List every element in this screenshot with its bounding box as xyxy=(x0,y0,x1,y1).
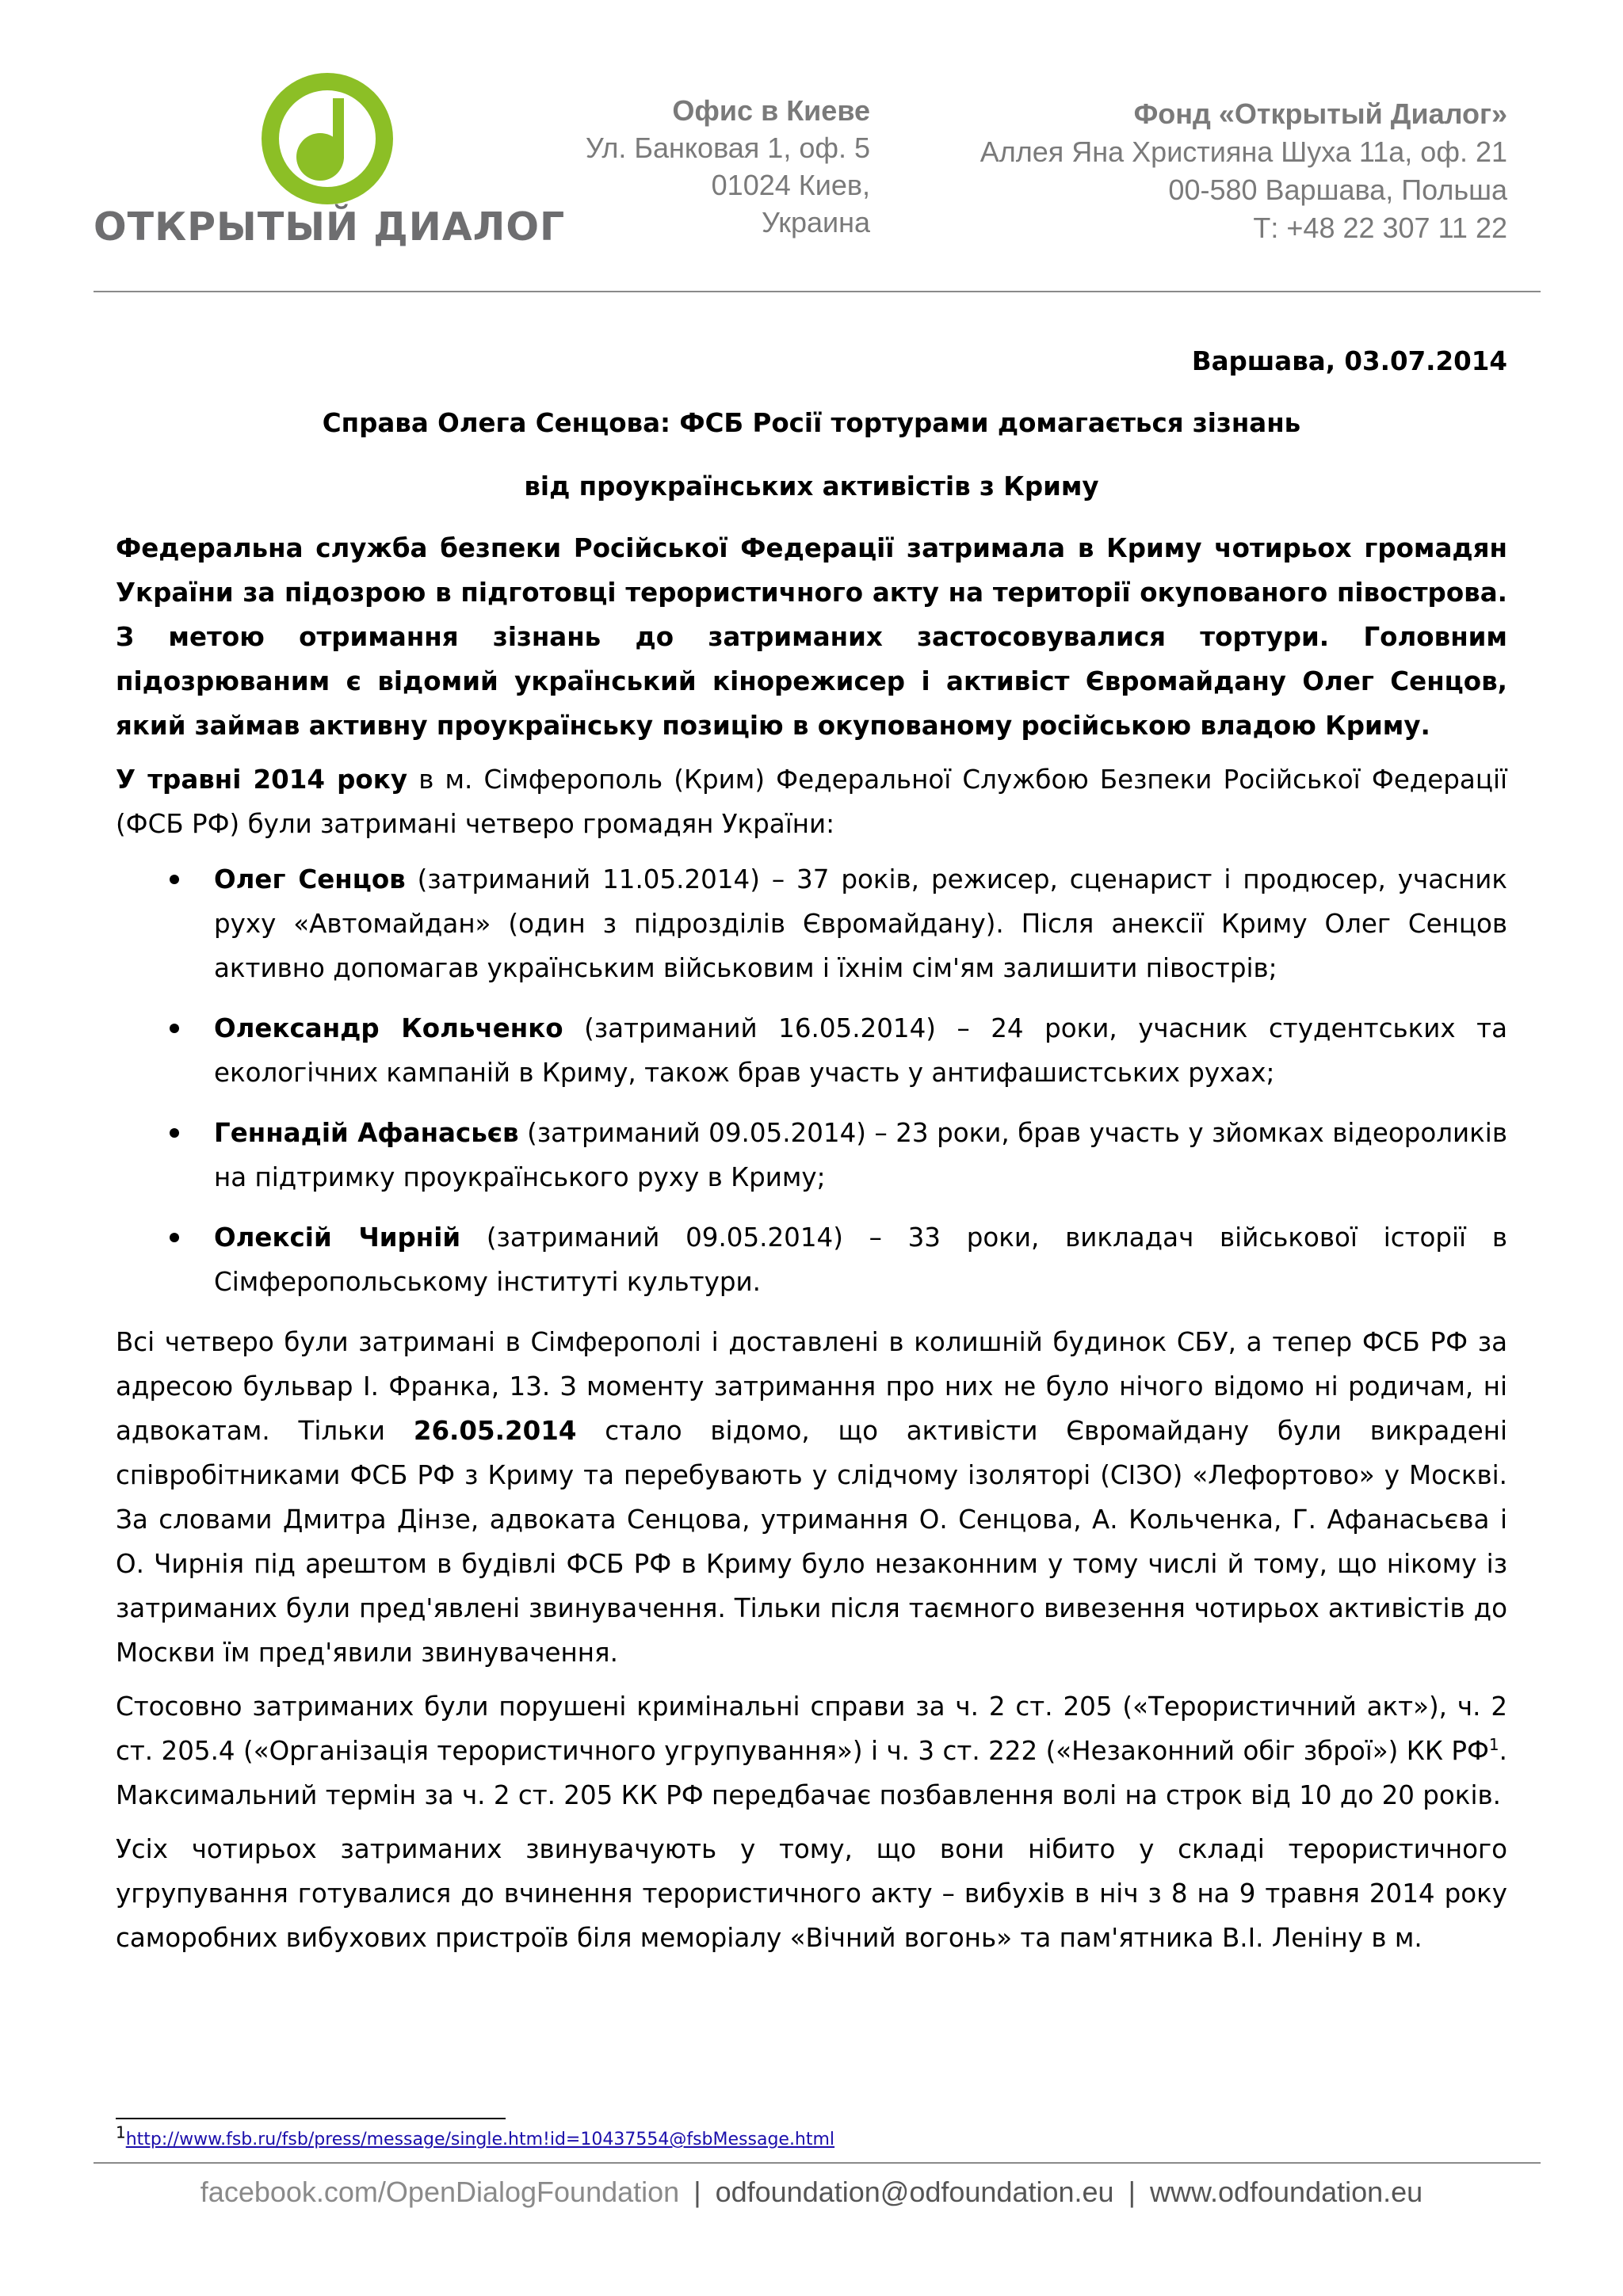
footnote xyxy=(116,2122,835,2149)
person-details: (затриманий 16.05.2014) – 24 роки, учасник студентських та екологічних кампаній в Криму, також брав участь у антифашистських рухах; xyxy=(214,1013,1507,1088)
logo xyxy=(94,71,566,261)
person-name: Олексій Чирній xyxy=(214,1222,461,1253)
paragraph-charges xyxy=(116,1684,1507,1817)
person-details: (затриманий 11.05.2014) – 37 років, режисер, сценарист і продюсер, учасник руху «Автомайдан» (один з підрозділів Євромайдану). Після анексії Криму Олег Сенцов активно допомагав українським військовим і їхнім сім'ям залишити півострів; xyxy=(214,864,1507,983)
footer-separator: | xyxy=(1128,2176,1136,2208)
paragraph-accusation: Усіх чотирьох затриманих звинувачують у тому, що вони нібито у складі терористичного угрупування готувалися до вчинення терористичного акту – вибухів в ніч з 8 на 9 травня 2014 року саморобних вибухових пристроїв біля меморіалу «Вічний вогонь» та пам'ятника В.І. Леніну в м. xyxy=(116,1834,1507,1953)
person-name: Олександр Кольченко xyxy=(214,1013,563,1043)
person-details: (затриманий 09.05.2014) – 23 роки, брав участь у зйомках відеороликів на підтримку проукраїнського руху в Криму; xyxy=(214,1118,1507,1192)
fund-address xyxy=(980,95,1507,247)
list-item xyxy=(214,1215,1507,1304)
person-name: Олег Сенцов xyxy=(214,864,406,894)
footer-separator: | xyxy=(693,2176,701,2208)
document-body xyxy=(116,339,1507,1970)
fund-title: Фонд «Открытый Диалог» xyxy=(1133,97,1507,130)
lead-paragraph: Федеральна служба безпеки Російської Федерації затримала в Криму чотирьох громадян України за підозрою в підготовці терористичного акту на території окупованого півострова. З метою отримання зізнань до затриманих застосовувалися тортури. Головним підозрюваним є відомий український кінорежисер і активіст Євромайдану Олег Сенцов, який займав активну проукраїнську позицію в окупованому російською владою Криму. xyxy=(116,533,1507,741)
person-details: (затриманий 09.05.2014) – 33 роки, викладач військової історії в Сімферопольському інституті культури. xyxy=(214,1222,1507,1297)
paragraph-detention xyxy=(116,1320,1507,1675)
footnote-ref[interactable]: 1 xyxy=(1488,1735,1499,1755)
office-line: Ул. Банковая 1, оф. 5 xyxy=(585,132,870,164)
paragraph-bold-date: 26.05.2014 xyxy=(413,1416,577,1446)
fund-line: 00-580 Варшава, Польша xyxy=(1168,174,1507,206)
list-item xyxy=(214,1006,1507,1095)
paragraph-text: . Максимальний термін за ч. 2 ст. 205 КК РФ передбачає позбавлення волі на строк від 10 до 20 років. xyxy=(116,1736,1507,1810)
person-name: Геннадій Афанасьєв xyxy=(214,1118,519,1148)
footnote-number: 1 xyxy=(116,2122,126,2142)
document-date: Варшава, 03.07.2014 xyxy=(1191,346,1507,376)
fund-line: Аллея Яна Християна Шуха 11а, оф. 21 xyxy=(980,135,1507,168)
intro-paragraph xyxy=(116,757,1507,846)
paragraph-text: Стосовно затриманих були порушені кримінальні справи за ч. 2 ст. 205 («Терористичний акт»), ч. 2 ст. 205.4 («Організація терористичного угрупування») і ч. 3 ст. 222 («Незаконний обіг зброї») КК РФ xyxy=(116,1691,1507,1766)
detainees-list xyxy=(116,857,1507,1304)
fund-phone: Т: +48 22 307 11 22 xyxy=(1253,212,1507,244)
footnote-divider xyxy=(116,2118,506,2119)
office-line: 01024 Киев, xyxy=(711,169,870,201)
list-item xyxy=(214,857,1507,990)
logo-text: ОТКРЫТЫЙ ДИАЛОГ xyxy=(94,204,566,250)
logo-note-icon xyxy=(260,71,395,206)
paragraph-text: Всі четверо були затримані в Сімферополі і доставлені в колишній будинок СБУ, а тепер ФСБ РФ за адресою бульвар І. Франка, 13. З моменту затримання про них не було нічого відомо ні родичам, ні адвокатам. Тільки xyxy=(116,1327,1507,1446)
document-heading-line1: Справа Олега Сенцова: ФСБ Росії тортурами домагається зізнань xyxy=(322,408,1301,438)
office-title: Офис в Киеве xyxy=(672,94,870,127)
paragraph-text: стало відомо, що активісти Євромайдану були викрадені співробітниками ФСБ РФ з Криму та перебувають у слідчому ізоляторі (СІЗО) «Лефортово» у Москві. За словами Дмитра Дінзе, адвоката Сенцова, утримання О. Сенцова, А. Кольченка, Г. Афанасьєва і О. Чирнія під арештом в будівлі ФСБ РФ в Криму було незаконним у тому числі й тому, що нікому із затриманих були пред'явлені звинувачення. Тільки після таємного вивезення чотирьох активістів до Москви їм пред'явили звинувачення. xyxy=(116,1416,1508,1668)
footer xyxy=(0,2176,1623,2209)
footer-website-link[interactable]: www.odfoundation.eu xyxy=(1149,2176,1423,2208)
footer-email-link[interactable]: odfoundation@odfoundation.eu xyxy=(715,2176,1114,2208)
intro-text: в м. Сімферополь (Крим) Федеральної Службою Безпеки Російської Федерації (ФСБ РФ) були затримані четверо громадян України: xyxy=(116,765,1508,839)
intro-bold: У травні 2014 року xyxy=(116,765,408,795)
document-heading-line2: від проукраїнських активістів з Криму xyxy=(524,471,1099,502)
footnote-link[interactable]: http://www.fsb.ru/fsb/press/message/single.htm!id=10437554@fsbMessage.html xyxy=(125,2130,835,2149)
list-item xyxy=(214,1111,1507,1199)
footer-facebook-link[interactable]: facebook.com/OpenDialogFoundation xyxy=(200,2176,680,2208)
header-divider xyxy=(94,291,1541,292)
office-line: Украина xyxy=(761,206,870,238)
office-address xyxy=(586,92,870,241)
footer-divider xyxy=(94,2162,1541,2164)
